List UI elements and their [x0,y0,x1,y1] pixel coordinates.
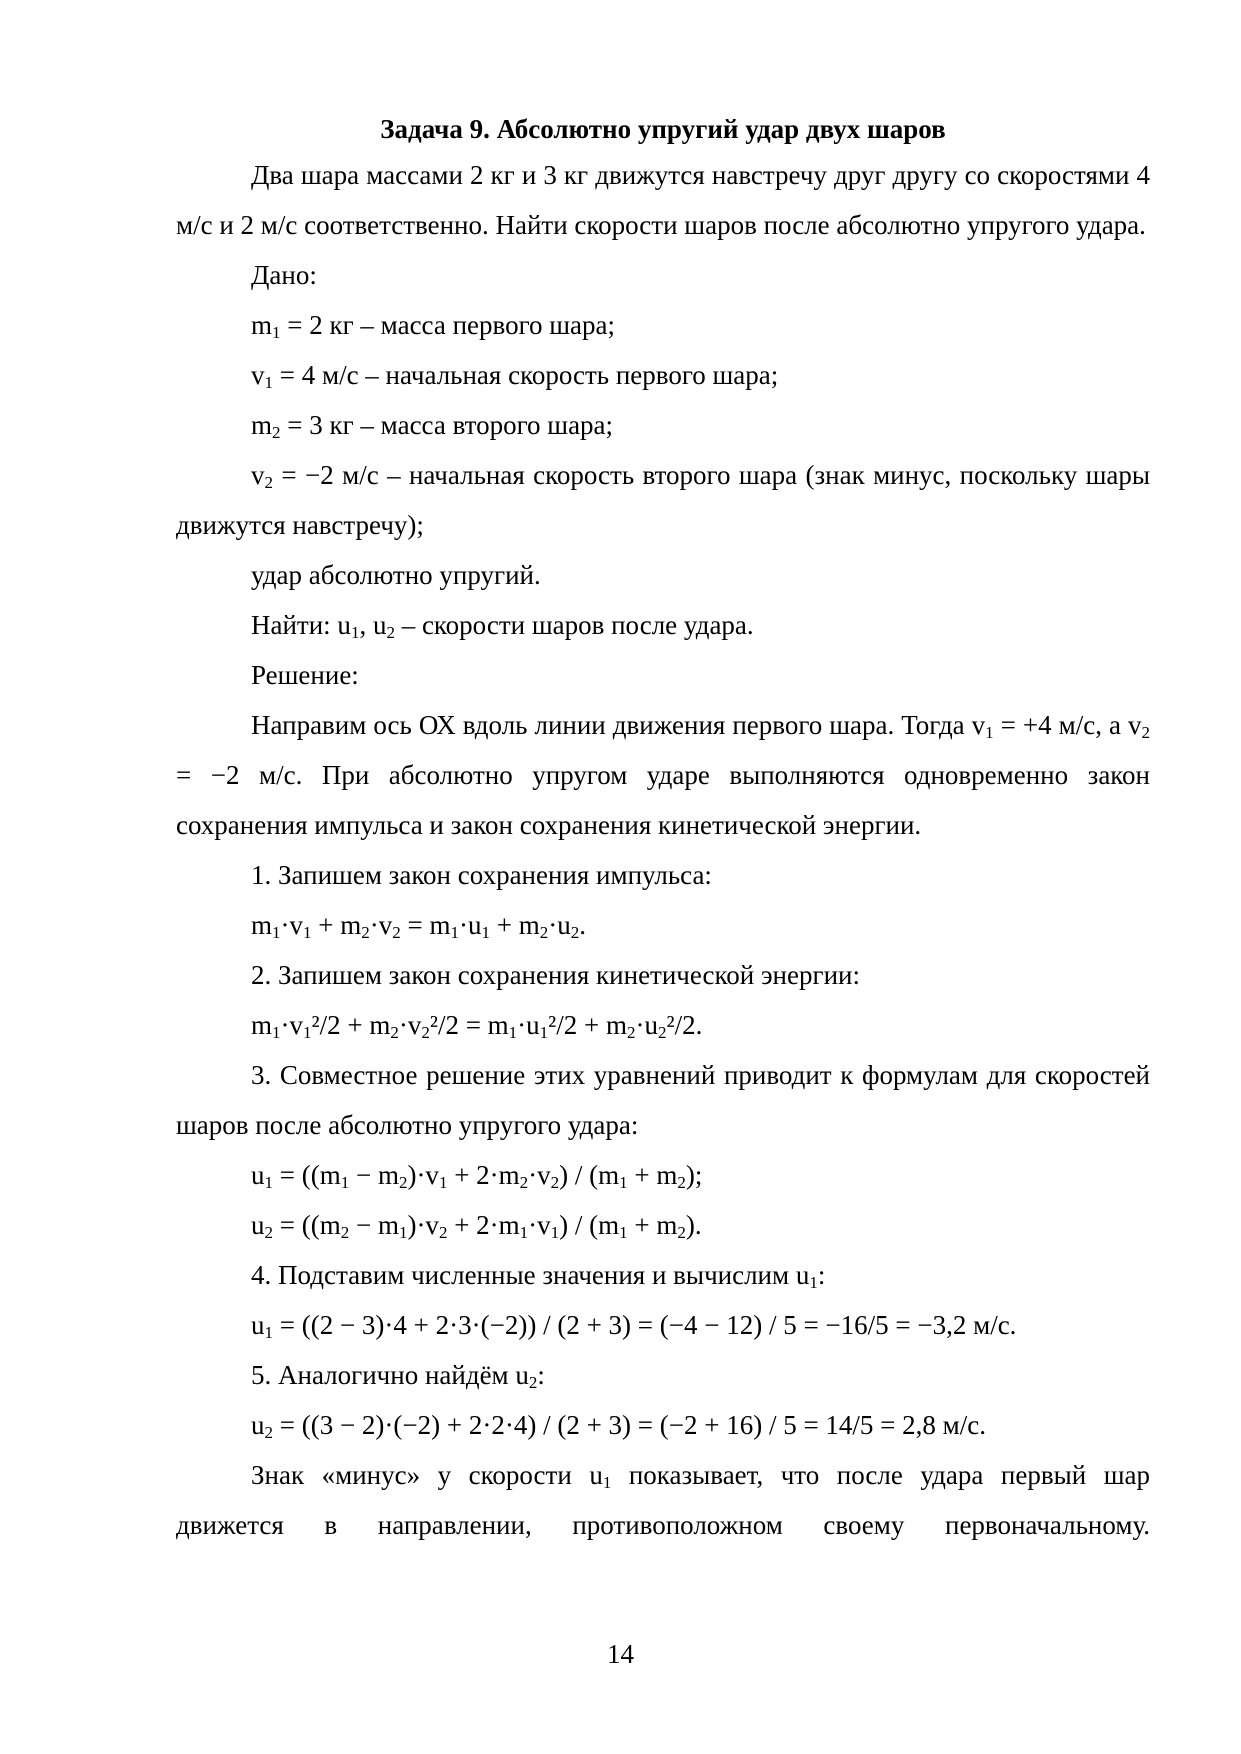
step-5: 5. Аналогично найдём $u_2$: [251,1360,545,1392]
given-elastic: удар абсолютно упругий. [251,560,541,590]
step-4: 4. Подставим численные значения и вычислим $u_1$: [251,1260,826,1292]
sign-paragraph: Знак «минус» у скорости $u_1$ показывает, что после удара первый шар движется в направлении, противоположном своему первоначальному. [176,1460,1150,1540]
given-v2: $v_2 = -2$ м/с – начальная скорость второго шара (знак минус, поскольку шары движутся навстречу); [176,460,1150,540]
problem-title: Задача 9. Абсолютно упругий удар двух шаров [380,114,946,144]
calc-u2: $u_2 = ((3 - 2)\cdot(-2) + 2\cdot 2\cdot 4) / (2 + 3) = (-2 + 16) / 5 = 14/5 = 2,8$ м/с. [251,1410,986,1442]
energy-equation: $m_1\cdot v_1^2/2 + m_2\cdot v_2^2/2 = m_1\cdot u_1^2/2 + m_2\cdot u_2^2/2$. [251,1010,703,1042]
formula-u2: $u_2 = ((m_2 - m_1)\cdot v_2 + 2\cdot m_1\cdot v_1) / (m_1 + m_2)$. [251,1210,702,1242]
problem-statement: Два шара массами 2 кг и 3 кг движутся навстречу друг другу со скоростями 4 м/с и 2 м/с соответственно. Найти скорости шаров после абсолютно упругого удара. [176,160,1150,240]
momentum-equation: $m_1\cdot v_1 + m_2\cdot v_2 = m_1\cdot u_1 + m_2\cdot u_2$. [251,910,586,942]
step-2: 2. Запишем закон сохранения кинетической энергии: [251,960,860,990]
given-m2: $m_2 = 3$ кг – масса второго шара; [251,410,614,442]
given-label: Дано: [251,260,317,290]
find-line: Найти: $u_1$, $u_2$ – скорости шаров после удара. [251,610,754,642]
step-3: 3. Совместное решение этих уравнений приводит к формулам для скоростей шаров после абсолютно упругого удара: [176,1060,1150,1140]
calc-u1: $u_1 = ((2 - 3)\cdot 4 + 2\cdot 3\cdot(-2)) / (2 + 3) = (-4 - 12) / 5 = -16/5 = -3,2$ м/с. [251,1310,1017,1342]
solution-label: Решение: [251,660,359,690]
step-1: 1. Запишем закон сохранения импульса: [251,860,712,890]
axis-paragraph: Направим ось ОХ вдоль линии движения первого шара. Тогда $v_1 = +4$ м/с, а $v_2 = -2$ м/с. При абсолютно упругом ударе выполняются одновременно закон сохранения импульса и закон сохранения кинетической энергии. [176,710,1150,840]
given-m1: $m_1 = 2$ кг – масса первого шара; [251,310,616,342]
document-page [176,100,1150,1550]
page-number: 14 [607,1639,634,1669]
formula-u1: $u_1 = ((m_1 - m_2)\cdot v_1 + 2\cdot m_2\cdot v_2) / (m_1 + m_2)$; [251,1160,703,1192]
given-v1: $v_1 = 4$ м/с – начальная скорость первого шара; [251,360,779,392]
